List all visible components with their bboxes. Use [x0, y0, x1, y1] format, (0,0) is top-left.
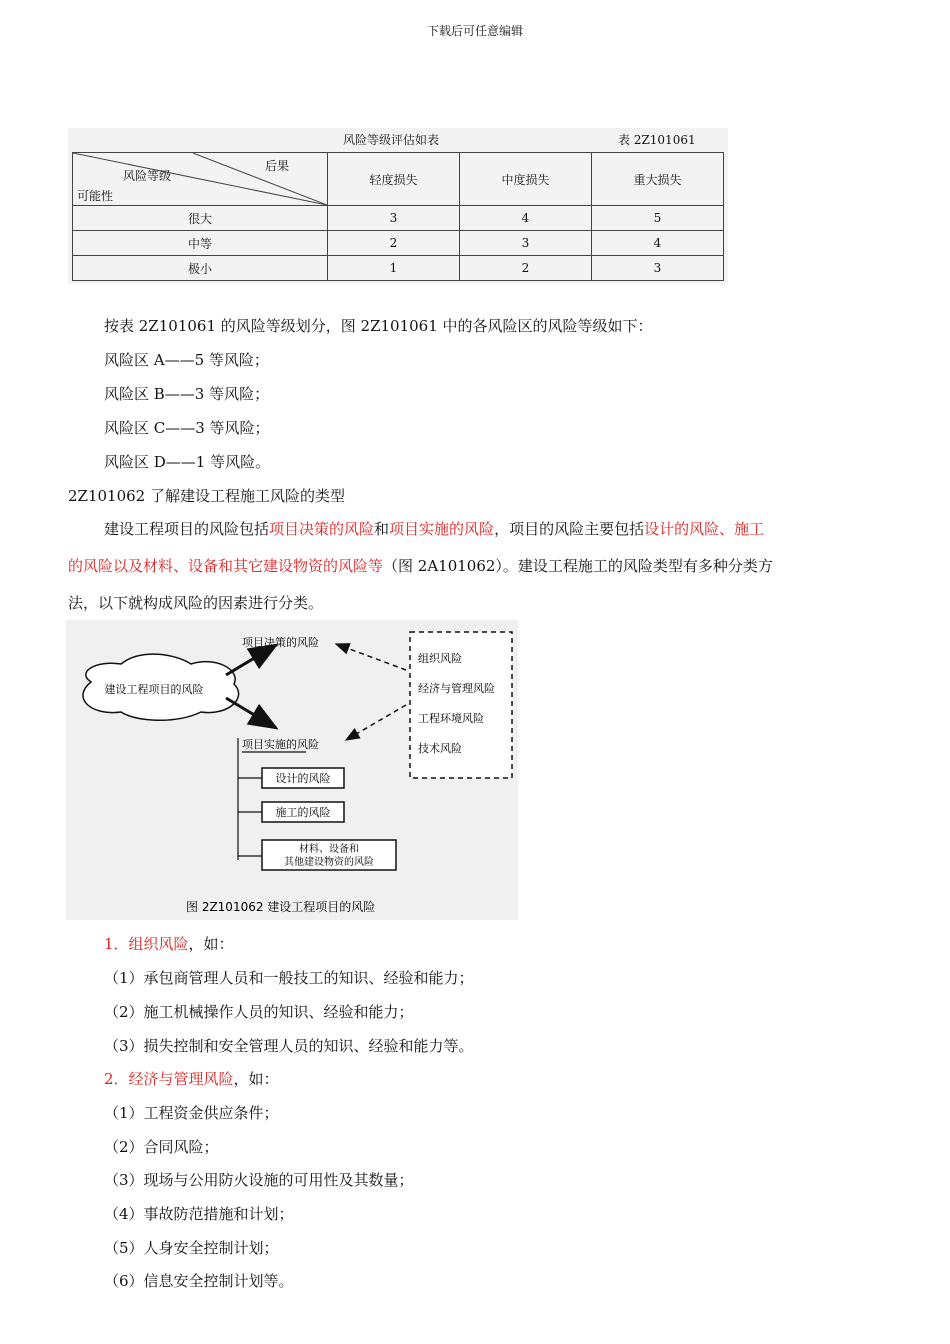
corner-label-possibility: 可能性 — [77, 189, 114, 203]
table-row — [73, 256, 724, 281]
factor-label: 组织风险 — [418, 652, 462, 665]
decision-label: 项目决策的风险 — [242, 636, 319, 649]
highlight-run: 的风险以及材料、设备和其它建设物资的风险等 — [68, 557, 384, 575]
zone-line: 风险区 A——5 等风险； — [104, 351, 269, 369]
zone-line: 风险区 D——1 等风险。 — [104, 453, 271, 471]
table-title: 风险等级评估如表 — [343, 133, 440, 147]
corner-label-consequence: 后果 — [265, 159, 290, 173]
column-header: 中度损失 — [460, 153, 592, 206]
text-run: （图 2A101062）。建设工程施工的风险类型有多种分类方 — [383, 557, 773, 575]
factor-label: 工程环境风险 — [418, 712, 484, 725]
list-item: （5）人身安全控制计划； — [104, 1239, 279, 1257]
construction-risk-label: 施工的风险 — [275, 806, 331, 819]
page-header: 下载后可任意编辑 — [426, 24, 523, 38]
highlight-run: 项目实施的风险 — [389, 520, 495, 538]
text-run: ，项目的风险主要包括 — [494, 520, 645, 538]
corner-label-risk-level: 风险等级 — [123, 169, 172, 183]
factor-label: 经济与管理风险 — [418, 682, 495, 695]
section-title: 2Z101062 了解建设工程施工风险的类型 — [68, 487, 345, 505]
table-cell: 3 — [328, 206, 460, 231]
table-row — [73, 206, 724, 231]
project-risk-diagram — [66, 620, 518, 920]
cloud-label: 建设工程项目的风险 — [104, 683, 204, 696]
text-run: ，如： — [188, 935, 234, 953]
list-heading: 2．经济与管理风险 — [104, 1070, 234, 1088]
text-run: ，如： — [233, 1070, 279, 1088]
table-cell: 2 — [460, 256, 592, 281]
materials-risk-label-2: 其他建设物资的风险 — [284, 857, 374, 868]
table-corner-cell — [73, 153, 328, 206]
table-cell: 3 — [592, 256, 724, 281]
list-item: （2）施工机械操作人员的知识、经验和能力； — [104, 1003, 414, 1021]
text-run: 和 — [374, 520, 390, 538]
highlight-run: 设计的风险、施工 — [644, 520, 765, 538]
body-line-3: 法，以下就构成风险的因素进行分类。 — [68, 594, 324, 612]
row-label: 极小 — [73, 256, 328, 281]
arrow-to-decision — [226, 645, 276, 675]
list1-heading-line — [104, 934, 234, 954]
materials-risk-label-1: 材料、设备和 — [299, 844, 359, 855]
table-cell: 1 — [328, 256, 460, 281]
figure-caption: 图 2Z101062 建设工程项目的风险 — [186, 900, 376, 914]
table-row — [73, 231, 724, 256]
list-item: （1）工程资金供应条件； — [104, 1104, 279, 1122]
list-item: （3）损失控制和安全管理人员的知识、经验和能力等。 — [104, 1037, 474, 1055]
row-label: 很大 — [73, 206, 328, 231]
design-risk-label: 设计的风险 — [275, 772, 331, 785]
table-cell: 2 — [328, 231, 460, 256]
dashed-arrow-implementation — [346, 705, 406, 740]
table-number: 表 2Z101061 — [618, 133, 696, 147]
list-heading: 1．组织风险 — [104, 935, 189, 953]
table-cell: 4 — [460, 206, 592, 231]
arrow-to-implementation — [226, 698, 276, 728]
body-line-1 — [104, 519, 764, 539]
dashed-arrow-decision — [336, 644, 406, 670]
list-item: （6）信息安全控制计划等。 — [104, 1272, 294, 1290]
table-cell: 3 — [460, 231, 592, 256]
table-cell: 4 — [592, 231, 724, 256]
list-item: （2）合同风险； — [104, 1138, 219, 1156]
diagram-svg — [66, 620, 518, 920]
list-item: （3）现场与公用防火设施的可用性及其数量； — [104, 1171, 414, 1189]
highlight-run: 项目决策的风险 — [269, 520, 375, 538]
text-run: 建设工程项目的风险包括 — [104, 520, 270, 538]
zone-line: 风险区 C——3 等风险； — [104, 419, 270, 437]
factor-label: 技术风险 — [418, 742, 462, 755]
column-header: 重大损失 — [592, 153, 724, 206]
zone-line: 风险区 B——3 等风险； — [104, 385, 270, 403]
table-cell: 5 — [592, 206, 724, 231]
list-item: （1）承包商管理人员和一般技工的知识、经验和能力； — [104, 969, 474, 987]
row-label: 中等 — [73, 231, 328, 256]
list2-heading-line — [104, 1069, 279, 1089]
risk-level-table — [72, 152, 724, 281]
column-header: 轻度损失 — [328, 153, 460, 206]
risk-level-table-figure — [68, 128, 728, 284]
intro-paragraph: 按表 2Z101061 的风险等级划分，图 2Z101061 中的各风险区的风险等级如下： — [104, 317, 653, 335]
list-item: （4）事故防范措施和计划； — [104, 1205, 294, 1223]
implementation-label: 项目实施的风险 — [242, 738, 319, 751]
body-line-2 — [68, 556, 773, 576]
